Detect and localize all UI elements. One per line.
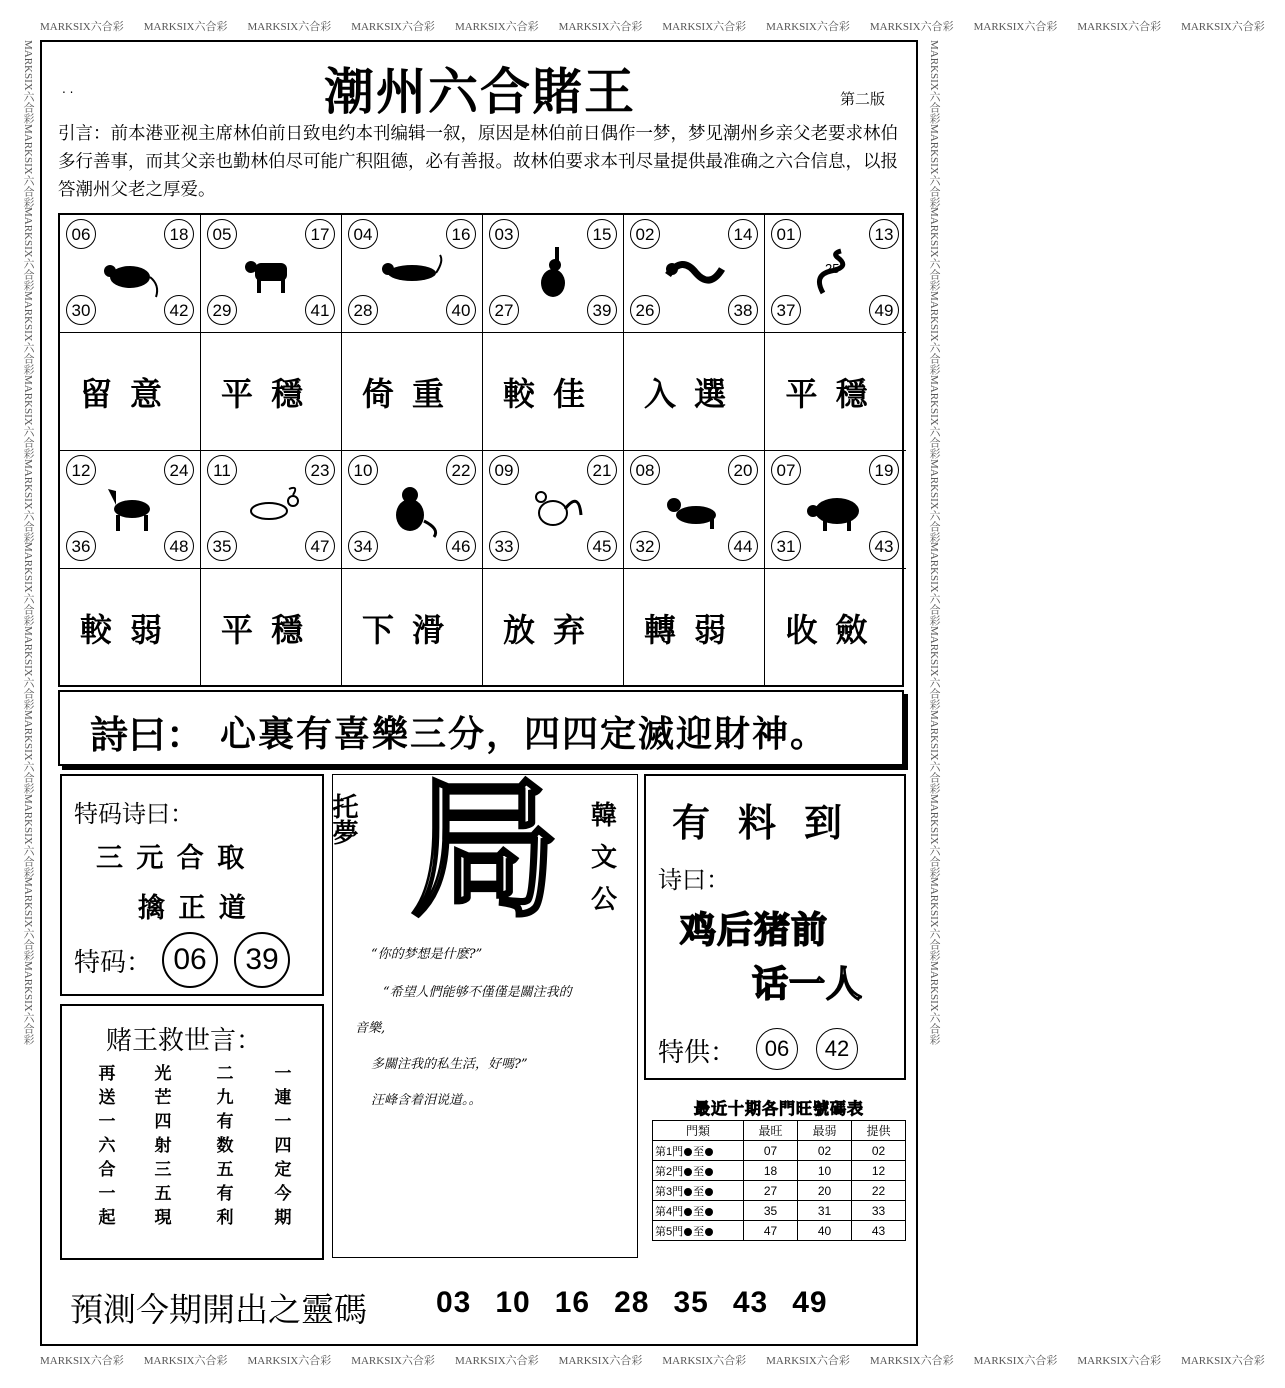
saver-char: 芒 bbox=[154, 1088, 172, 1108]
poem-label: 詩曰： bbox=[90, 713, 205, 757]
ball-icon bbox=[684, 1228, 692, 1236]
gate-to-label: 至 bbox=[693, 1165, 705, 1178]
prediction-number: 43 bbox=[732, 1286, 769, 1319]
prediction-number: 28 bbox=[614, 1286, 650, 1319]
watermark-text: MARKSIX六合彩 bbox=[662, 21, 747, 33]
watermark-text: MARKSIX六合彩 bbox=[22, 207, 34, 292]
material-title: 有料到 bbox=[672, 801, 871, 845]
watermark-text: MARKSIX六合彩 bbox=[869, 1355, 954, 1367]
material-offer-label: 特供： bbox=[658, 1038, 737, 1068]
material-line1: 鸡后猪前 bbox=[680, 910, 829, 951]
watermark-text: MARKSIX六合彩 bbox=[22, 40, 34, 124]
special-code-label: 特码： bbox=[74, 948, 153, 978]
center-line-1: “你的梦想是什麽?” bbox=[371, 947, 483, 962]
ball-icon bbox=[705, 1168, 713, 1176]
special-number-2: 39 bbox=[234, 932, 290, 988]
table-cell-max: 27 bbox=[744, 1181, 798, 1201]
zodiac-number: 27 bbox=[489, 295, 519, 325]
saver-char: 有 bbox=[216, 1184, 234, 1204]
saver-title: 赌王救世言： bbox=[106, 1026, 263, 1056]
watermark-text: MARKSIX六合彩 bbox=[22, 793, 34, 878]
watermark-text: MARKSIX六合彩 bbox=[766, 1355, 850, 1367]
zodiac-cell bbox=[765, 451, 906, 569]
zodiac-number: 34 bbox=[348, 531, 378, 561]
zodiac-number: 24 bbox=[164, 455, 194, 485]
page-title: 潮州六合賭王 bbox=[324, 62, 636, 121]
watermark-left bbox=[14, 40, 36, 1350]
material-line2: 话一人 bbox=[752, 964, 864, 1005]
watermark-text: MARKSIX六合彩 bbox=[454, 21, 539, 33]
watermark-text: MARKSIX六合彩 bbox=[662, 1355, 747, 1367]
center-left-text: 托夢 bbox=[328, 793, 358, 845]
rat-icon bbox=[98, 245, 162, 301]
watermark-text: MARKSIX六合彩 bbox=[869, 21, 954, 33]
ball-icon bbox=[705, 1148, 713, 1156]
zodiac-word: 收斂 bbox=[785, 611, 886, 649]
zodiac-number: 12 bbox=[66, 455, 96, 485]
watermark-text: MARKSIX六合彩 bbox=[247, 21, 332, 33]
zodiac-number: 09 bbox=[489, 455, 519, 485]
zodiac-number: 29 bbox=[207, 295, 237, 325]
material-number-2: 42 bbox=[816, 1028, 858, 1070]
zodiac-number: 45 bbox=[587, 531, 617, 561]
zodiac-number: 22 bbox=[446, 455, 476, 485]
watermark-text: MARKSIX六合彩 bbox=[928, 626, 940, 710]
gate-cell bbox=[653, 1181, 744, 1201]
zodiac-number: 06 bbox=[66, 219, 96, 249]
table-cell-offer: 43 bbox=[852, 1221, 906, 1241]
zodiac-number: 30 bbox=[66, 295, 96, 325]
zodiac-number: 21 bbox=[587, 455, 617, 485]
table-header-gate: 門類 bbox=[653, 1121, 744, 1141]
watermark-text: MARKSIX六合彩 bbox=[22, 374, 34, 459]
zodiac-cell bbox=[201, 215, 342, 333]
watermark-text: MARKSIX六合彩 bbox=[22, 291, 34, 375]
zodiac-number: 44 bbox=[728, 531, 758, 561]
zodiac-number: 15 bbox=[587, 219, 617, 249]
zodiac-number: 08 bbox=[630, 455, 660, 485]
saver-char: 九 bbox=[216, 1088, 234, 1108]
zodiac-number: 28 bbox=[348, 295, 378, 325]
watermark-text: MARKSIX六合彩 bbox=[928, 961, 940, 1045]
gate-to-label: 至 bbox=[693, 1145, 705, 1158]
saver-char: 起 bbox=[98, 1208, 116, 1228]
watermark-text: MARKSIX六合彩 bbox=[351, 21, 435, 33]
watermark-text: MARKSIX六合彩 bbox=[928, 40, 940, 124]
saver-column bbox=[268, 1062, 298, 1230]
zodiac-number: 20 bbox=[728, 455, 758, 485]
watermark-right bbox=[920, 40, 942, 1350]
table-header-max: 最旺 bbox=[744, 1121, 798, 1141]
watermark-text: MARKSIX六合彩 bbox=[928, 709, 940, 794]
zodiac-number: 16 bbox=[446, 219, 476, 249]
zodiac-word: 下滑 bbox=[361, 611, 462, 649]
zodiac-number: 02 bbox=[630, 219, 660, 249]
table-cell-max: 47 bbox=[744, 1221, 798, 1241]
rooster-icon bbox=[521, 481, 585, 537]
table-cell-max: 18 bbox=[744, 1161, 798, 1181]
zodiac-word-cell bbox=[765, 333, 906, 451]
zodiac-word-cell bbox=[624, 333, 765, 451]
zodiac-word-cell bbox=[60, 569, 201, 687]
watermark-text: MARKSIX六合彩 bbox=[558, 1355, 643, 1367]
gate-to-label: 至 bbox=[693, 1205, 705, 1218]
saver-char: 合 bbox=[98, 1160, 116, 1180]
zodiac-number: 18 bbox=[164, 219, 194, 249]
poem-text: 心裏有喜樂三分，四四定滅迎財神。 bbox=[220, 714, 829, 755]
table-cell-max: 07 bbox=[744, 1141, 798, 1161]
horse-icon bbox=[98, 481, 162, 537]
table-row bbox=[653, 1201, 906, 1221]
ball-icon bbox=[705, 1208, 713, 1216]
zodiac-number: 46 bbox=[446, 531, 476, 561]
ball-icon bbox=[684, 1208, 692, 1216]
special-code-box bbox=[60, 774, 324, 996]
prediction-number: 35 bbox=[673, 1286, 709, 1319]
watermark-text: MARKSIX六合彩 bbox=[22, 458, 34, 543]
zodiac-word-cell bbox=[765, 569, 906, 687]
saver-char: 一 bbox=[274, 1064, 292, 1084]
dog-icon bbox=[662, 481, 726, 537]
ball-icon bbox=[684, 1148, 692, 1156]
zodiac-cell bbox=[624, 215, 765, 333]
zodiac-cell bbox=[201, 451, 342, 569]
table-header-offer: 提供 bbox=[852, 1121, 906, 1141]
zodiac-cell bbox=[624, 451, 765, 569]
zodiac-cell bbox=[60, 215, 201, 333]
gate-label: 第2門 bbox=[655, 1165, 684, 1178]
watermark-text: MARKSIX六合彩 bbox=[22, 542, 34, 627]
special-number-1: 06 bbox=[162, 932, 218, 988]
zodiac-number: 42 bbox=[164, 295, 194, 325]
prediction-label: 預測今期開出之靈碼 bbox=[70, 1290, 367, 1329]
saver-char: 送 bbox=[98, 1088, 116, 1108]
prediction-number: 49 bbox=[792, 1286, 828, 1319]
watermark-text: MARKSIX六合彩 bbox=[928, 877, 940, 962]
goat-icon bbox=[239, 481, 303, 537]
zodiac-number: 26 bbox=[630, 295, 660, 325]
gate-label: 第5門 bbox=[655, 1225, 684, 1238]
saver-char: 一 bbox=[274, 1112, 292, 1132]
saver-char: 三 bbox=[154, 1160, 172, 1180]
table-cell-min: 10 bbox=[798, 1161, 852, 1181]
watermark-text: MARKSIX六合彩 bbox=[22, 961, 34, 1045]
saver-column bbox=[92, 1062, 122, 1230]
zodiac-number: 05 bbox=[207, 219, 237, 249]
special-line1: 三 元 合 取 bbox=[96, 843, 247, 874]
zodiac-cell bbox=[342, 215, 483, 333]
zodiac-number: 37 bbox=[771, 295, 801, 325]
zodiac-number: 41 bbox=[305, 295, 335, 325]
special-line2: 擒 正 道 bbox=[138, 893, 248, 924]
zodiac-word: 轉弱 bbox=[643, 611, 744, 649]
zodiac-number: 03 bbox=[489, 219, 519, 249]
ball-icon bbox=[684, 1188, 692, 1196]
material-poem-label: 诗曰： bbox=[658, 866, 730, 894]
gate-label: 第1門 bbox=[655, 1145, 684, 1158]
saver-char: 一 bbox=[98, 1112, 116, 1132]
saver-column bbox=[148, 1062, 178, 1230]
zodiac-number: 13 bbox=[869, 219, 899, 249]
watermark-text: MARKSIX六合彩 bbox=[928, 793, 940, 878]
center-big-glyph: 局 bbox=[409, 762, 560, 938]
zodiac-number: 01 bbox=[771, 219, 801, 249]
table-row bbox=[653, 1221, 906, 1241]
watermark-text: MARKSIX六合彩 bbox=[928, 542, 940, 627]
monkey-icon bbox=[380, 481, 444, 537]
watermark-text: MARKSIX六合彩 bbox=[143, 1355, 228, 1367]
dragon-icon bbox=[662, 245, 726, 301]
zodiac-number: 23 bbox=[305, 455, 335, 485]
zodiac-word-cell bbox=[201, 333, 342, 451]
zodiac-word-cell bbox=[60, 333, 201, 451]
saver-char: 定 bbox=[274, 1160, 292, 1180]
zodiac-number: 17 bbox=[305, 219, 335, 249]
zodiac-grid bbox=[58, 213, 904, 687]
watermark-text: MARKSIX六合彩 bbox=[454, 1355, 539, 1367]
saver-char: 現 bbox=[154, 1208, 172, 1228]
saver-char: 二 bbox=[216, 1064, 234, 1084]
saver-column bbox=[210, 1062, 240, 1230]
saver-char: 五 bbox=[216, 1160, 234, 1180]
ball-icon bbox=[705, 1228, 713, 1236]
zodiac-word: 平穩 bbox=[785, 375, 886, 413]
ox-icon bbox=[239, 245, 303, 301]
watermark-top bbox=[40, 18, 1265, 38]
zodiac-cell bbox=[765, 215, 906, 333]
zodiac-number: 49 bbox=[869, 295, 899, 325]
prediction-number: 10 bbox=[495, 1286, 531, 1319]
gate-table bbox=[652, 1120, 906, 1241]
watermark-text: MARKSIX六合彩 bbox=[22, 709, 34, 794]
watermark-text: MARKSIX六合彩 bbox=[22, 877, 34, 962]
zodiac-number: 32 bbox=[630, 531, 660, 561]
saver-char: 六 bbox=[98, 1136, 116, 1156]
table-header-min: 最弱 bbox=[798, 1121, 852, 1141]
saver-char: 光 bbox=[154, 1064, 172, 1084]
zodiac-number: 38 bbox=[728, 295, 758, 325]
table-cell-min: 20 bbox=[798, 1181, 852, 1201]
gate-cell bbox=[653, 1221, 744, 1241]
zodiac-word-cell bbox=[342, 333, 483, 451]
saver-char: 今 bbox=[274, 1184, 292, 1204]
table-title: 最近十期各門旺號碼表 bbox=[693, 1099, 864, 1118]
saver-char: 射 bbox=[154, 1136, 172, 1156]
table-row bbox=[653, 1141, 906, 1161]
zodiac-cell bbox=[342, 451, 483, 569]
header-dots: . . bbox=[62, 82, 74, 96]
table-cell-offer: 02 bbox=[852, 1141, 906, 1161]
saver-char: 一 bbox=[98, 1184, 116, 1204]
gate-to-label: 至 bbox=[693, 1225, 705, 1238]
table-cell-min: 40 bbox=[798, 1221, 852, 1241]
prediction-number: 16 bbox=[554, 1286, 591, 1319]
zodiac-cell bbox=[60, 451, 201, 569]
watermark-text: MARKSIX六合彩 bbox=[928, 123, 940, 208]
watermark-text: MARKSIX六合彩 bbox=[1077, 21, 1162, 33]
watermark-text: MARKSIX六合彩 bbox=[1077, 1355, 1162, 1367]
saver-char: 有 bbox=[216, 1112, 234, 1132]
saver-char: 五 bbox=[154, 1184, 172, 1204]
edition-label: 第二版 bbox=[840, 90, 886, 108]
zodiac-word: 放弃 bbox=[502, 611, 603, 649]
material-box bbox=[644, 774, 906, 1080]
tiger-icon bbox=[380, 245, 444, 301]
watermark-text: MARKSIX六合彩 bbox=[22, 626, 34, 710]
zodiac-word: 較弱 bbox=[79, 611, 180, 649]
gate-cell bbox=[653, 1201, 744, 1221]
zodiac-number: 35 bbox=[207, 531, 237, 561]
table-cell-offer: 33 bbox=[852, 1201, 906, 1221]
ball-icon bbox=[705, 1188, 713, 1196]
intro-text: 引言：前本港亚视主席林伯前日致电约本刊编辑一叙，原因是林伯前日偶作一梦，梦见潮州乡亲父老要求林伯多行善事，而其父亲也勤林伯尽可能广积阻德，必有善报。故林伯要求本刊尽量提供最准确之六合信息，以报答潮州父老之厚爱。 bbox=[58, 124, 898, 200]
watermark-text: MARKSIX六合彩 bbox=[928, 374, 940, 459]
zodiac-word: 入選 bbox=[643, 375, 744, 413]
prediction-numbers bbox=[436, 1286, 852, 1320]
saver-char: 期 bbox=[274, 1208, 292, 1228]
zodiac-word-cell bbox=[624, 569, 765, 687]
prediction-number: 03 bbox=[436, 1286, 472, 1319]
center-line-2: “希望人們能够不僅僅是關注我的 bbox=[383, 985, 572, 1000]
zodiac-word: 倚重 bbox=[361, 375, 462, 413]
center-line-4: 多關注我的私生活，好嗎?” bbox=[371, 1057, 528, 1072]
zodiac-number: 14 bbox=[728, 219, 758, 249]
pig-icon bbox=[803, 481, 867, 537]
rabbit-icon bbox=[521, 245, 585, 301]
watermark-text: MARKSIX六合彩 bbox=[558, 21, 643, 33]
zodiac-number: 10 bbox=[348, 455, 378, 485]
zodiac-word: 留意 bbox=[79, 375, 180, 413]
table-cell-min: 02 bbox=[798, 1141, 852, 1161]
gate-label: 第4門 bbox=[655, 1205, 684, 1218]
ball-icon bbox=[684, 1168, 692, 1176]
zodiac-word-cell bbox=[201, 569, 342, 687]
zodiac-number: 33 bbox=[489, 531, 519, 561]
table-cell-offer: 12 bbox=[852, 1161, 906, 1181]
watermark-text: MARKSIX六合彩 bbox=[928, 207, 940, 292]
watermark-text: MARKSIX六合彩 bbox=[973, 1355, 1058, 1367]
table-cell-min: 31 bbox=[798, 1201, 852, 1221]
table-row bbox=[653, 1161, 906, 1181]
zodiac-number: 31 bbox=[771, 531, 801, 561]
gate-to-label: 至 bbox=[693, 1185, 705, 1198]
watermark-text: MARKSIX六合彩 bbox=[973, 21, 1058, 33]
table-row bbox=[653, 1181, 906, 1201]
saver-char: 四 bbox=[154, 1112, 172, 1132]
zodiac-word: 平穩 bbox=[220, 375, 321, 413]
zodiac-number: 11 bbox=[207, 455, 237, 485]
saver-char: 利 bbox=[216, 1208, 234, 1228]
center-line-5: 汪峰含着泪说道。。 bbox=[371, 1093, 482, 1108]
gate-label: 第3門 bbox=[655, 1185, 684, 1198]
watermark-text: MARKSIX六合彩 bbox=[40, 21, 124, 33]
gate-cell bbox=[653, 1141, 744, 1161]
zodiac-cell bbox=[483, 215, 624, 333]
zodiac-number: 48 bbox=[164, 531, 194, 561]
watermark-bottom bbox=[40, 1352, 1265, 1372]
zodiac-word: 平穩 bbox=[220, 611, 321, 649]
zodiac-word-cell bbox=[483, 569, 624, 687]
poem-bar bbox=[58, 690, 904, 766]
zodiac-cell bbox=[483, 451, 624, 569]
zodiac-number: 19 bbox=[869, 455, 899, 485]
zodiac-number: 04 bbox=[348, 219, 378, 249]
watermark-text: MARKSIX六合彩 bbox=[928, 291, 940, 375]
zodiac-word: 較佳 bbox=[502, 375, 603, 413]
center-right-text: 韓文公 bbox=[590, 801, 617, 915]
watermark-text: MARKSIX六合彩 bbox=[1181, 21, 1265, 33]
center-line-3: 音樂, bbox=[355, 1021, 386, 1036]
watermark-text: MARKSIX六合彩 bbox=[1181, 1355, 1265, 1367]
saver-char: 連 bbox=[274, 1088, 292, 1108]
saver-char: 四 bbox=[274, 1136, 292, 1156]
table-cell-max: 35 bbox=[744, 1201, 798, 1221]
zodiac-number: 39 bbox=[587, 295, 617, 325]
watermark-text: MARKSIX六合彩 bbox=[766, 21, 850, 33]
snake-extra-number: 25 bbox=[825, 261, 840, 276]
zodiac-number: 43 bbox=[869, 531, 899, 561]
saver-char: 再 bbox=[98, 1064, 116, 1084]
zodiac-word-cell bbox=[342, 569, 483, 687]
zodiac-word-cell bbox=[483, 333, 624, 451]
material-number-1: 06 bbox=[756, 1028, 798, 1070]
watermark-text: MARKSIX六合彩 bbox=[40, 1355, 124, 1367]
saver-char: 数 bbox=[216, 1136, 234, 1156]
zodiac-number: 36 bbox=[66, 531, 96, 561]
zodiac-number: 47 bbox=[305, 531, 335, 561]
gate-cell bbox=[653, 1161, 744, 1181]
zodiac-number: 40 bbox=[446, 295, 476, 325]
center-box bbox=[328, 762, 638, 1258]
watermark-text: MARKSIX六合彩 bbox=[351, 1355, 435, 1367]
table-cell-offer: 22 bbox=[852, 1181, 906, 1201]
watermark-text: MARKSIX六合彩 bbox=[22, 123, 34, 208]
special-title: 特码诗曰： bbox=[74, 800, 194, 828]
watermark-text: MARKSIX六合彩 bbox=[928, 458, 940, 543]
zodiac-number: 07 bbox=[771, 455, 801, 485]
watermark-text: MARKSIX六合彩 bbox=[143, 21, 228, 33]
watermark-text: MARKSIX六合彩 bbox=[247, 1355, 332, 1367]
